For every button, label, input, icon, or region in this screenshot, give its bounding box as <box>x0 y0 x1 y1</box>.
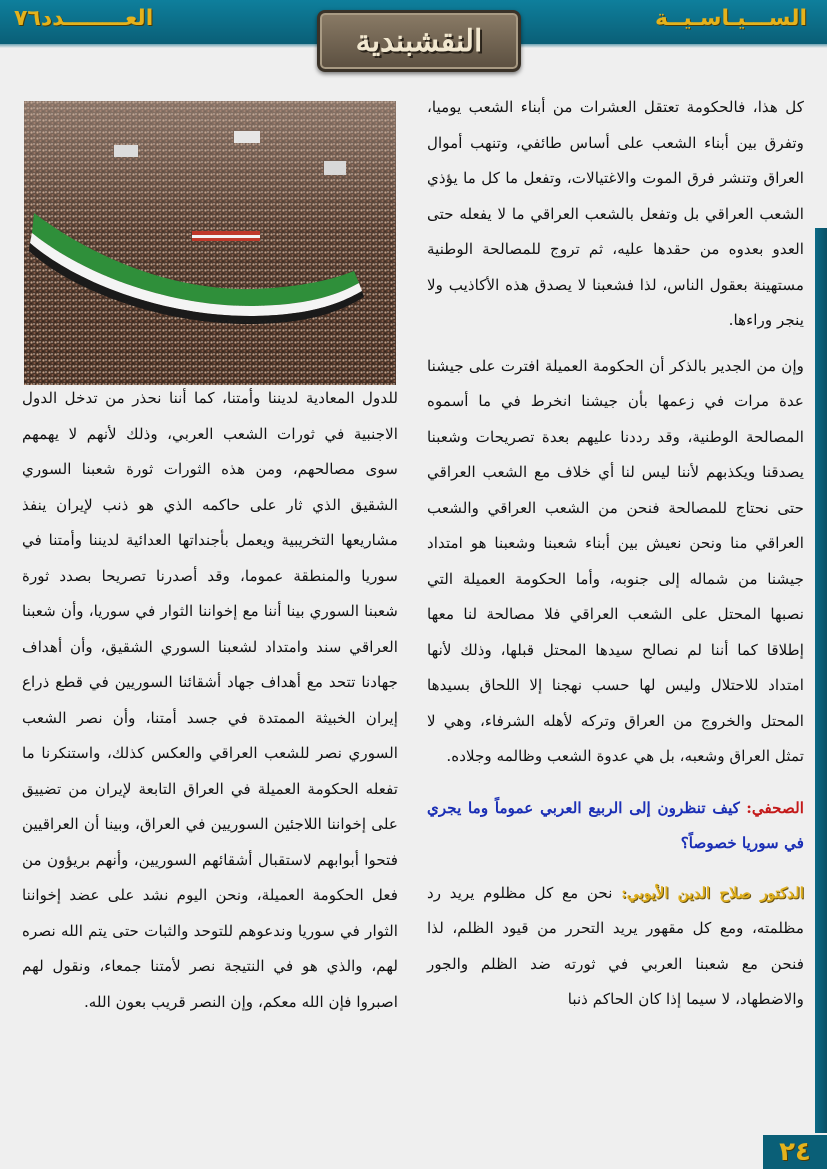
interview-answer <box>427 876 804 1018</box>
question-speaker: الصحفي: <box>746 798 805 817</box>
question-text: كيف تنظرون إلى الربيع العربي عموماً وما يجري في سوريا خصوصاً؟ <box>427 798 804 852</box>
paragraph: للدول المعادية لديننا وأمتنا، كما أننا نحذر من تدخل الدول الاجنبية في ثورات الشعب العربي، وذلك لأنهم لا يهمهم سوى مصالحهم، ومن هذه الثورات ثورة شعبنا السوري الشقيق الذي ثار على حاكمه الذي هو ذنب لإيران ينفذ مشاريعها التخريبية ويعمل بأجنداتها العدائية لديننا وأمتنا في سوريا والمنطقة عموما، وقد أصدرنا تصريحا بصدد ثورة شعبنا السوري بينا أننا مع إخواننا الثوار في سوريا، وأن شعبنا العراقي سند وامتداد لشعبنا السوري الشقيق، وأن أهداف جهادنا تتحد مع أهداف جهاد أشقائنا السوريين في قطع ذراع إيران الخبيثة الممتدة في جسد أمتنا، وأن نصر الشعب السوري نصر للشعب العراقي والعكس كذلك، واستنكرنا ما تفعله الحكومة العميلة في العراق التابعة لإيران من تضييق على إخواننا اللاجئين السوريين في العراق، وبينا أن العراقيين فتحوا أبوابهم لاستقبال أشقائهم السوريين، وأنهم بريؤون من فعل الحكومة العميلة، ونحن اليوم نشد على عضد إخواننا الثوار في سوريا وندعوهم للتوحد والثبات حتى يتم الله نصره لهم، والذي هو في النتيجة نصر لأمتنا جمعاء، ونقول لهم اصبروا فإن الله معكم، وإن النصر قريب بعون الله. <box>22 389 398 1011</box>
section-title: الســـيـاسـيــة <box>654 6 807 31</box>
issue-number: العــــــــدد٧٦ <box>14 6 154 31</box>
page-number: ٢٤ <box>779 1137 811 1167</box>
masthead-title: النقشبندية <box>355 23 483 59</box>
paragraph: كل هذا، فالحكومة تعتقل العشرات من أبناء الشعب يوميا، وتفرق بين أبناء الشعب على أساس طائفي، وتنهب أموال العراق وتنشر فرق الموت والاغتيالات، وتفعل ما كل ما يؤذي الشعب العراقي بل وتفعل بالشعب العراقي ما لا يفعله حتى العدو بعدوه من حقدها عليه، ثم تروج للمصالحة الوطنية مستهينة بعقول الناس، لذا فشعبنا لا يصدق هذه الأكاذيب ولا ينجر وراءها. <box>427 98 804 329</box>
paragraph: وإن من الجدير بالذكر أن الحكومة العميلة افترت على جيشنا عدة مرات في زعمها بأن جيشنا انخرط في ما أسموه المصالحة الوطنية، وقد رددنا عليهم بعدة تصريحات وشعبنا يصدقنا ويكذبهم لأننا ليس لنا أي خلاف مع الشعب العراقي حتى نحتاج للمصالحة فنحن من الشعب العراقي والشعب العراقي منا ونحن نعيش بين أبناء شعبنا وشعبنا هو امتداد جيشنا من شماله إلى جنوبه، وأما الحكومة العميلة التي نصبها المحتل على الشعب العراقي فلا مصالحة لنا معها إطلاقا كما أننا لم نصالح سيدها المحتل قبلها، وذلك لأنها امتداد للاحتلال وليس لها حسب نهجنا إلا اللحاق بسيدها المحتل والخروج من العراق وتركه لأهله الشرفاء، وهي لا تمثل العراق وشعبه، بل هي عدوة الشعب وظالمه وجلاده. <box>427 356 804 765</box>
crowd-photo <box>24 101 396 385</box>
left-column <box>22 381 398 1020</box>
page-number-box <box>763 1135 827 1169</box>
masthead-logo <box>317 10 521 72</box>
answer-text: نحن مع كل مظلوم يريد رد مظلمته، ومع كل مقهور يريد التحرر من قيود الظلم، لذا فنحن مع شعبنا العربي في ثورته ضد الظلم والجور والاضطهاد، لا سيما إذا كان الحاكم ذنبا <box>427 883 804 1008</box>
answer-speaker: الدكتور صلاح الدين الأيوبي: <box>621 883 805 902</box>
crowd-photo-image <box>24 101 396 385</box>
side-strip <box>815 228 827 1133</box>
right-column <box>427 90 804 1018</box>
interview-question <box>427 791 804 862</box>
